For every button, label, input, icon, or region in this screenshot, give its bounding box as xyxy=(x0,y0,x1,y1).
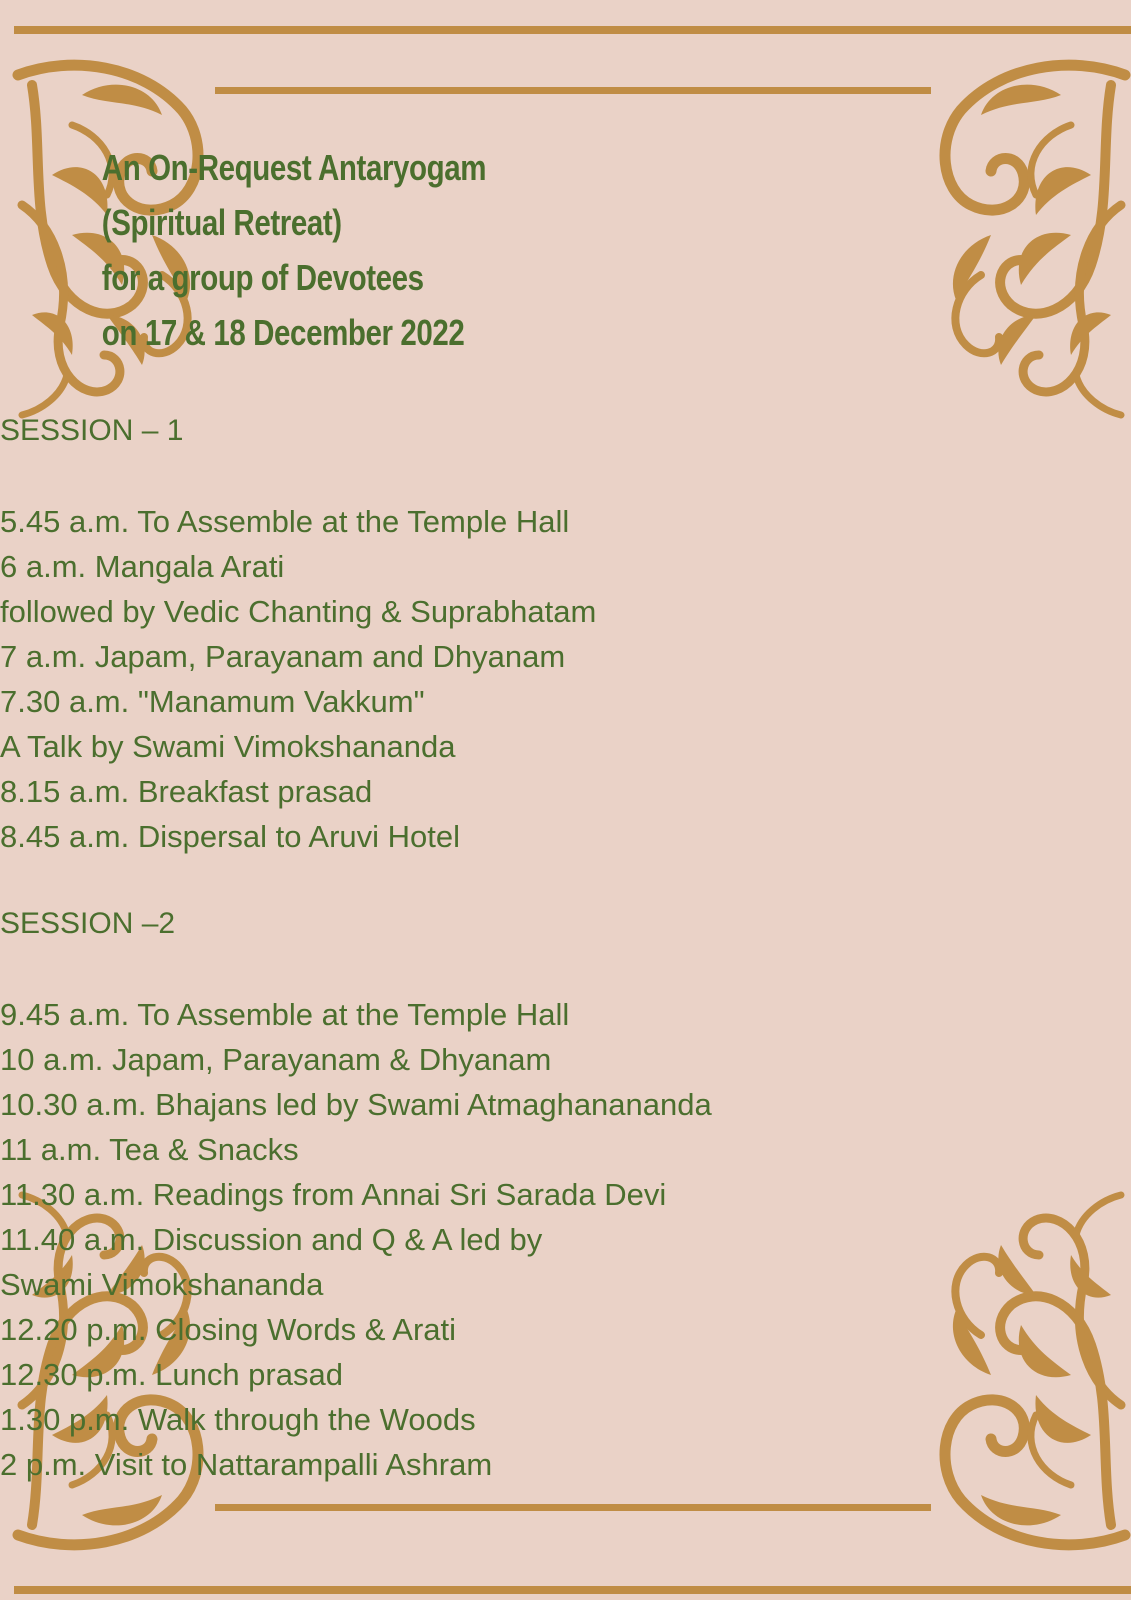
schedule-item: 10.30 a.m. Bhajans led by Swami Atmaghanananda xyxy=(0,1087,712,1122)
schedule-item: 10 a.m. Japam, Parayanam & Dhyanam xyxy=(0,1042,552,1077)
session-2-schedule xyxy=(0,992,1131,1487)
schedule-item: 8.45 a.m. Dispersal to Aruvi Hotel xyxy=(0,819,461,854)
schedule-item: 11 a.m. Tea & Snacks xyxy=(0,1132,299,1167)
schedule-item: A Talk by Swami Vimokshananda xyxy=(0,729,456,764)
schedule-item: 1.30 p.m. Walk through the Woods xyxy=(0,1402,476,1437)
schedule-item: followed by Vedic Chanting & Suprabhatam xyxy=(0,594,597,629)
schedule-item: 7.30 a.m. "Manamum Vakkum" xyxy=(0,684,425,719)
schedule-item: 8.15 a.m. Breakfast prasad xyxy=(0,774,373,809)
session-1-schedule xyxy=(0,499,1131,859)
schedule-item: 2 p.m. Visit to Nattarampalli Ashram xyxy=(0,1447,493,1482)
session-1-heading: SESSION – 1 xyxy=(0,414,184,447)
schedule-item: 11.40 a.m. Discussion and Q & A led by xyxy=(0,1222,543,1257)
schedule-item: 5.45 a.m. To Assemble at the Temple Hall xyxy=(0,504,570,539)
schedule-item: 12.30 p.m. Lunch prasad xyxy=(0,1357,343,1392)
title-line: for a group of Devotees xyxy=(101,257,424,298)
schedule-item: 9.45 a.m. To Assemble at the Temple Hall xyxy=(0,997,570,1032)
bottom-outer-border xyxy=(14,1586,1131,1594)
schedule-item: 12.20 p.m. Closing Words & Arati xyxy=(0,1312,457,1347)
top-outer-border xyxy=(14,26,1131,34)
title-line: on 17 & 18 December 2022 xyxy=(101,312,465,353)
page-title xyxy=(102,140,1029,360)
title-line: (Spiritual Retreat) xyxy=(101,202,342,243)
session-2-heading: SESSION –2 xyxy=(0,907,176,940)
schedule-item: 11.30 a.m. Readings from Annai Sri Sarada Devi xyxy=(0,1177,667,1212)
top-inner-border xyxy=(215,87,931,94)
schedule-item: Swami Vimokshananda xyxy=(0,1267,324,1302)
bottom-inner-border xyxy=(215,1504,931,1511)
schedule-item: 7 a.m. Japam, Parayanam and Dhyanam xyxy=(0,639,566,674)
title-line: An On-Request Antaryogam xyxy=(101,147,487,188)
schedule-item: 6 a.m. Mangala Arati xyxy=(0,549,285,584)
